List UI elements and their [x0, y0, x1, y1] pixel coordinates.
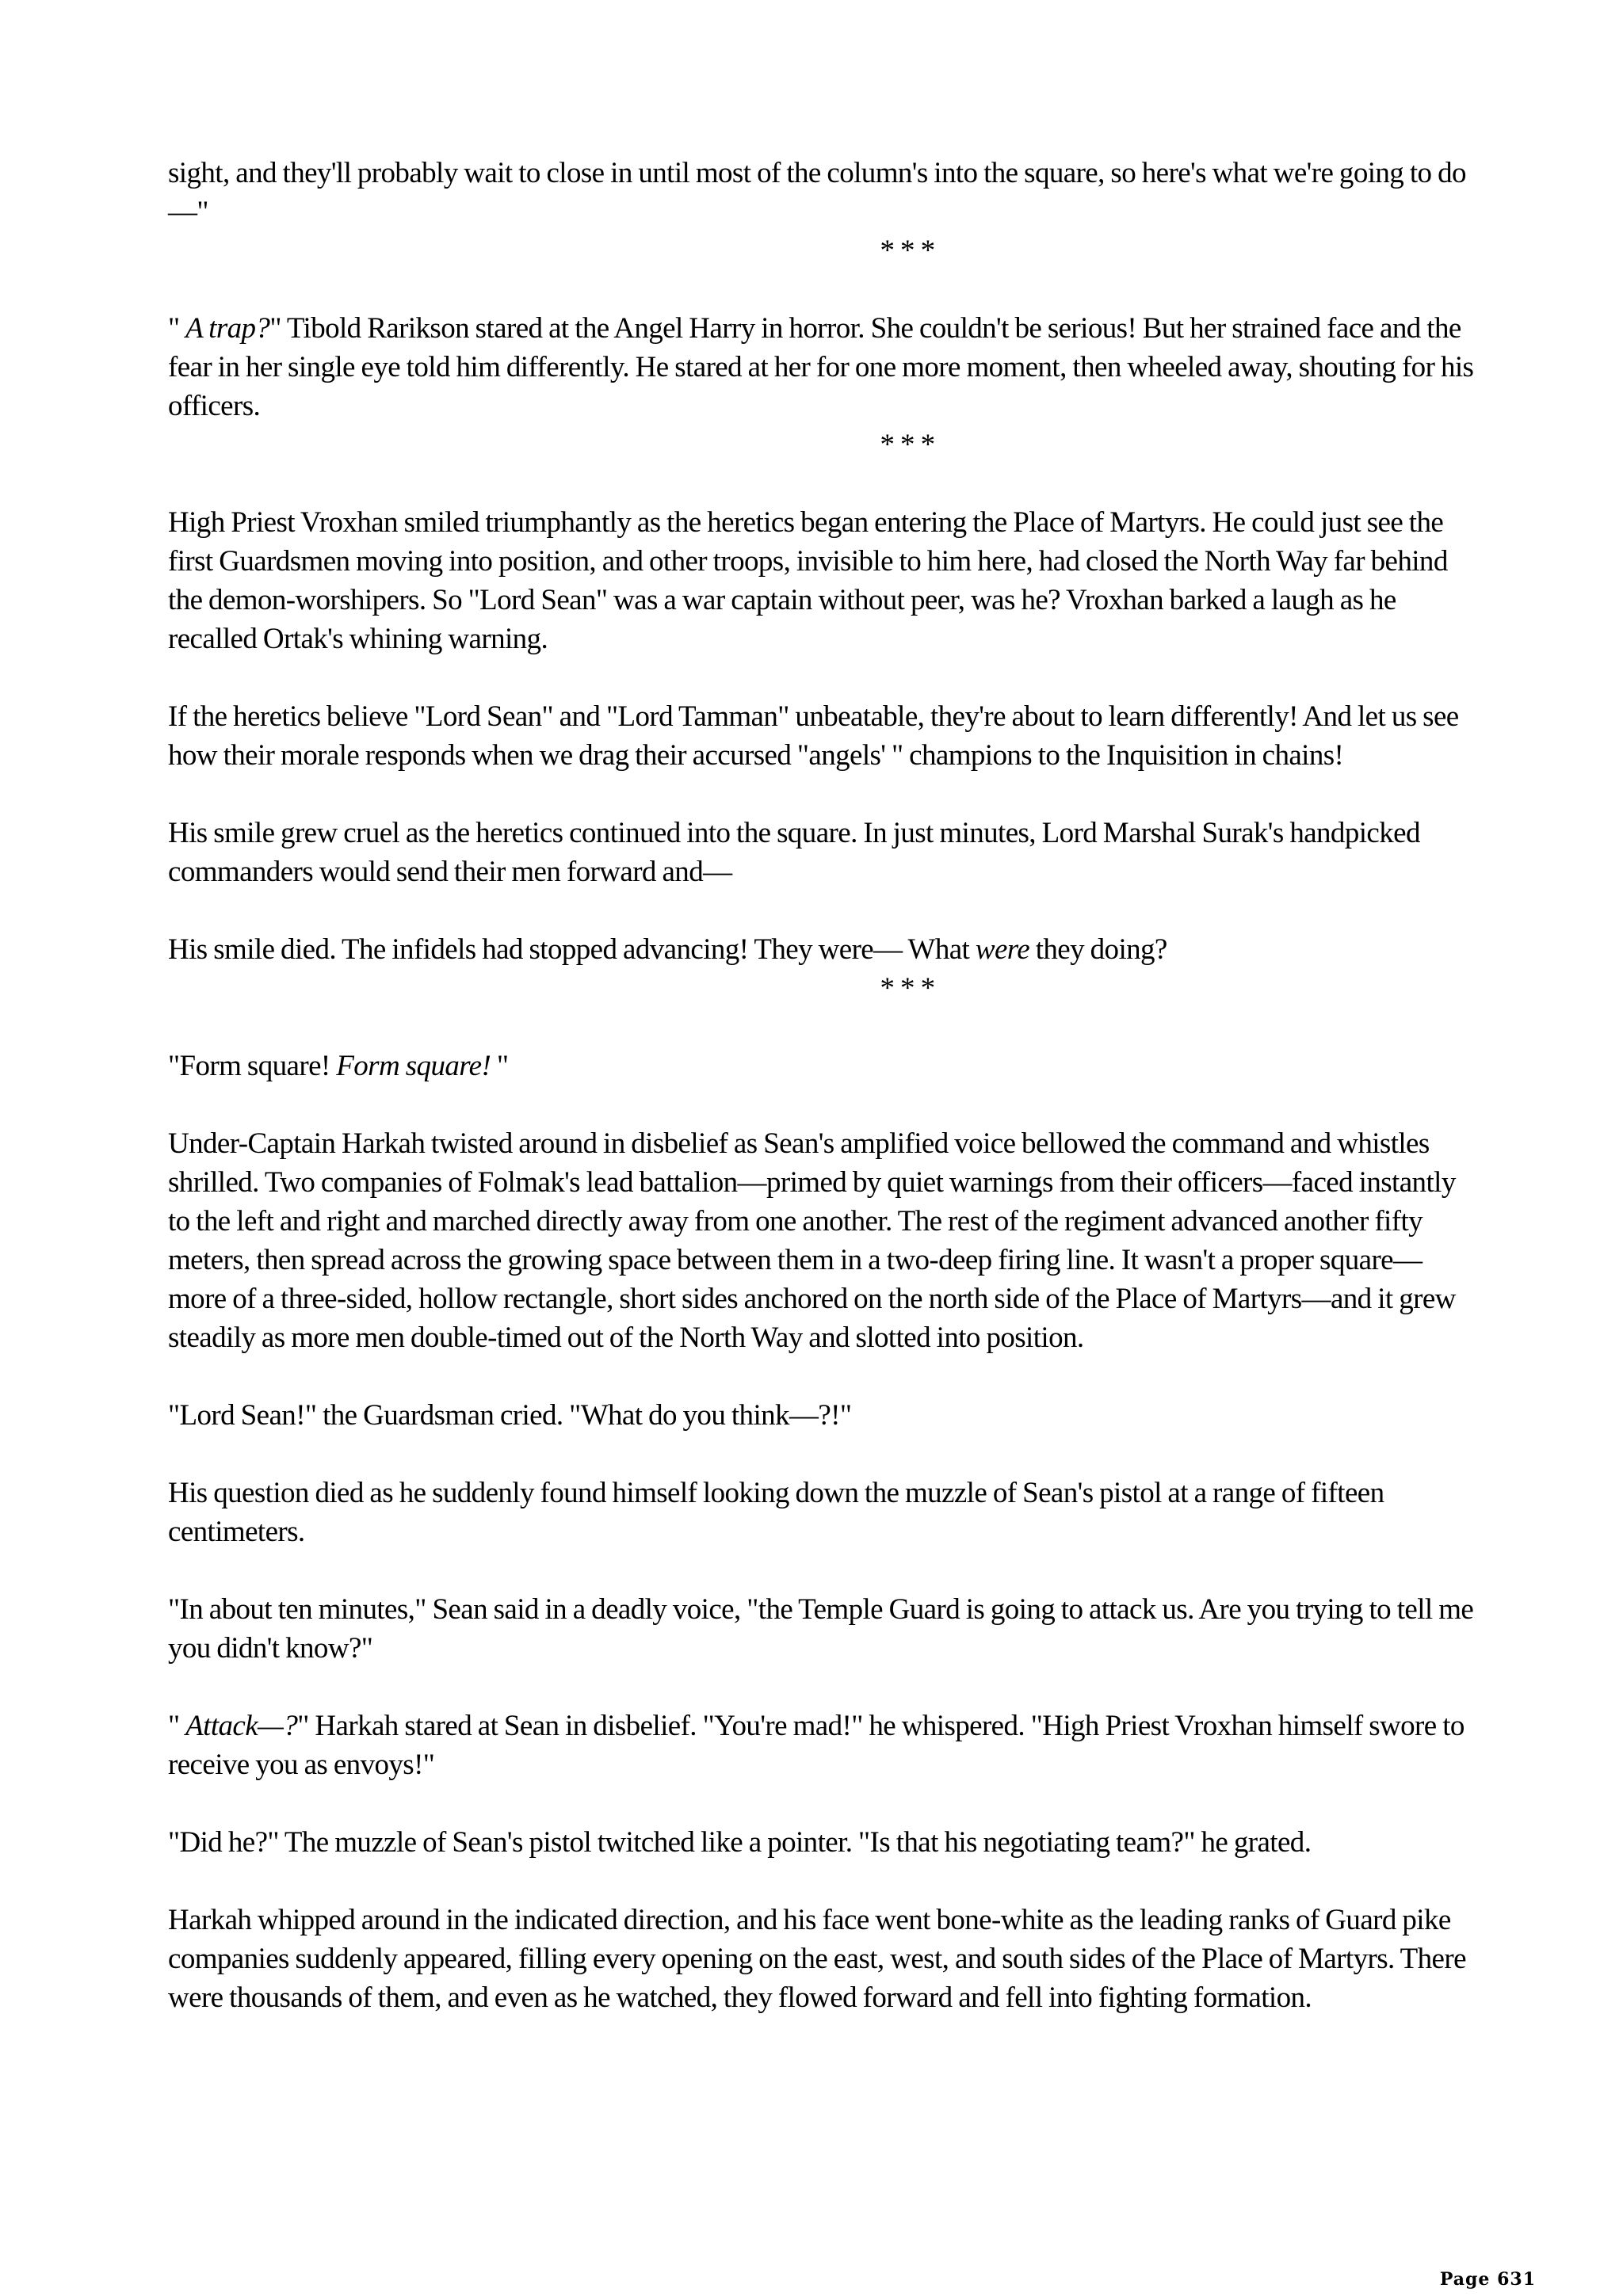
- paragraph: [168, 1474, 1476, 1551]
- italic-text: Attack—?: [185, 1710, 298, 1742]
- italic-text: Form square!: [336, 1050, 491, 1082]
- paragraph: [168, 1590, 1476, 1668]
- text-run: ": [168, 312, 186, 345]
- paragraph: [168, 1707, 1476, 1784]
- text-run: "Did he?" The muzzle of Sean's pistol twitched like a pointer. "Is that his negotiating team?" he grated.: [168, 1826, 1312, 1859]
- text-run: If the heretics believe "Lord Sean" and "Lord Tamman" unbeatable, they're about to learn differently! And let us see how their morale responds when we drag their accursed "angels' " champions to the Inquisition in chains!: [168, 700, 1459, 772]
- paragraph: [168, 697, 1476, 775]
- scene-break: * * *: [880, 429, 935, 461]
- text-run: His smile grew cruel as the heretics continued into the square. In just minutes, Lord Marshal Surak's handpicked commanders would send their men forward and—: [168, 817, 1420, 888]
- paragraph: [168, 1047, 1476, 1085]
- text-run: Harkah whipped around in the indicated direction, and his face went bone-white as the leading ranks of Guard pike companies suddenly appeared, filling every opening on the east, west, and south sides of the Place of Martyrs. There were thousands of them, and even as he watched, they flowed forward and fell into fighting formation.: [168, 1904, 1466, 2014]
- text-run: " Tibold Rarikson stared at the Angel Harry in horror. She couldn't be serious! But her strained face and the fear in her single eye told him differently. He stared at her for one more moment, then wheeled away, shouting for his officers.: [168, 312, 1474, 422]
- text-run: sight, and they'll probably wait to close in until most of the column's into the square, so here's what we're going to do—": [168, 157, 1466, 228]
- page-body: [168, 154, 1476, 2017]
- paragraph: [168, 1823, 1476, 1862]
- text-run: " Harkah stared at Sean in disbelief. "You're mad!" he whispered. "High Priest Vroxhan himself swore to receive you as envoys!": [168, 1710, 1465, 1781]
- paragraph: [168, 814, 1476, 891]
- scene-break: * * *: [880, 972, 935, 1005]
- text-run: Under-Captain Harkah twisted around in disbelief as Sean's amplified voice bellowed the command and whistles shrilled. Two companies of Folmak's lead battalion—primed by quiet warnings from their officers—faced instantly to the left and right and marched directly away from one another. The rest of the regiment advanced another fifty meters, then spread across the growing space between them in a two-deep firing line. It wasn't a proper square—more of a three-sided, hollow rectangle, short sides anchored on the north side of the Place of Martyrs—and it grew steadily as more men double-timed out of the North Way and slotted into position.: [168, 1127, 1456, 1354]
- text-run: ": [491, 1050, 509, 1082]
- text-run: His smile died. The infidels had stopped advancing! They were— What: [168, 933, 976, 966]
- italic-text: A trap?: [185, 312, 270, 345]
- text-run: "In about ten minutes," Sean said in a deadly voice, "the Temple Guard is going to attack us. Are you trying to tell me you didn't know?": [168, 1593, 1474, 1665]
- paragraph: [168, 1396, 1476, 1435]
- paragraph: [168, 1124, 1476, 1357]
- paragraph: [168, 1901, 1476, 2017]
- text-run: High Priest Vroxhan smiled triumphantly as the heretics began entering the Place of Martyrs. He could just see the first Guardsmen moving into position, and other troops, invisible to him here, had closed the North Way far behind the demon-worshipers. So "Lord Sean" was a war captain without peer, was he? Vroxhan barked a laugh as he recalled Ortak's whining warning.: [168, 506, 1448, 655]
- italic-text: were: [975, 933, 1030, 966]
- text-run: "Lord Sean!" the Guardsman cried. "What do you think—?!": [168, 1399, 852, 1432]
- paragraph: [168, 503, 1476, 658]
- page-number: Page 631: [1439, 2269, 1536, 2290]
- text-run: ": [168, 1710, 186, 1742]
- text-run: they doing?: [1029, 933, 1167, 966]
- text-run: His question died as he suddenly found himself looking down the muzzle of Sean's pistol at a range of fifteen centimeters.: [168, 1477, 1384, 1548]
- paragraph: [168, 930, 1476, 969]
- text-run: "Form square!: [168, 1050, 337, 1082]
- paragraph: [168, 309, 1476, 425]
- scene-break: * * *: [880, 235, 935, 267]
- paragraph: [168, 154, 1476, 231]
